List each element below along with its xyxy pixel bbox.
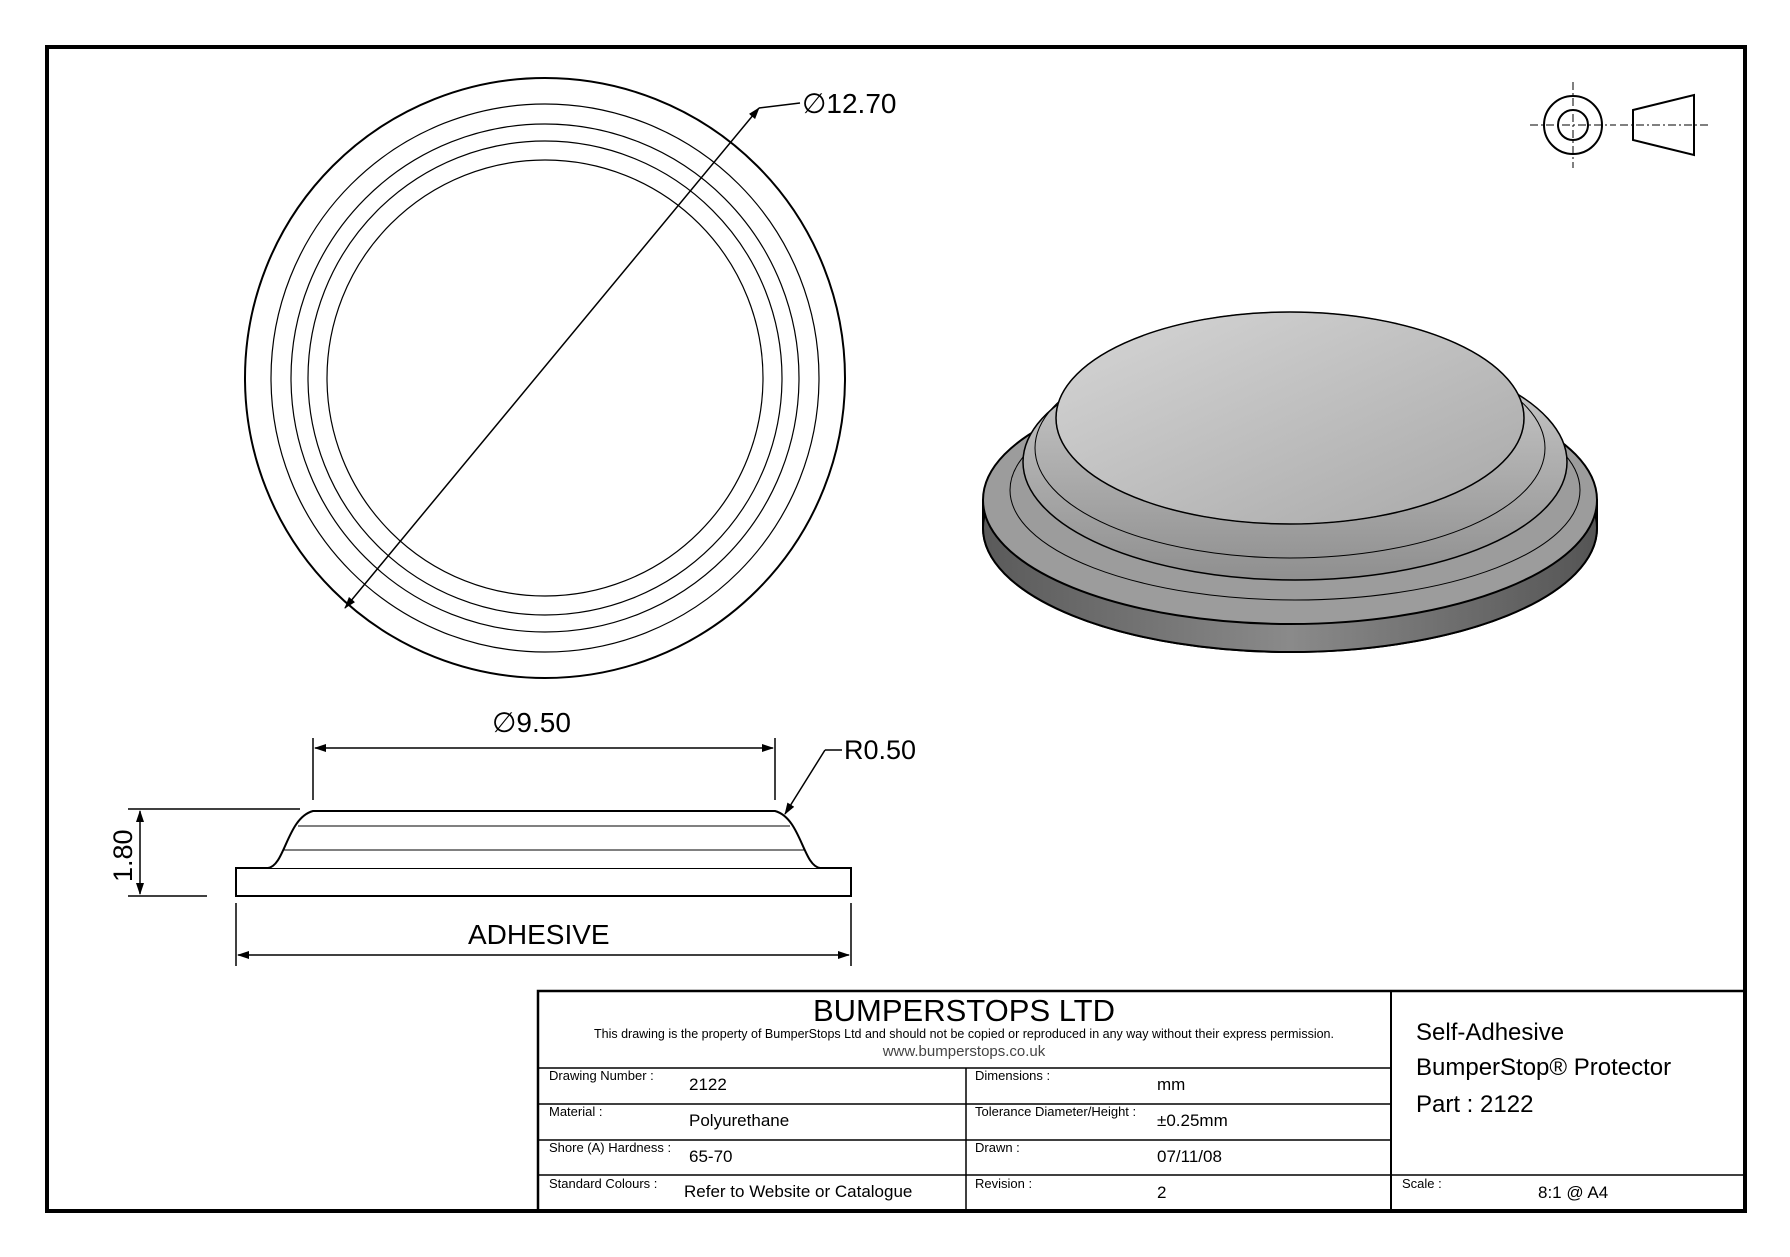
drawn-label: Drawn :: [975, 1140, 1020, 1155]
projection-symbol-icon: [1530, 82, 1710, 168]
drawn-value: 07/11/08: [1157, 1147, 1222, 1166]
scale-value: 8:1 @ A4: [1538, 1183, 1609, 1202]
top-diameter-leader: [345, 103, 800, 608]
description-line-3: Part : 2122: [1416, 1091, 1534, 1118]
tolerance-label: Tolerance Diameter/Height :: [975, 1104, 1137, 1119]
radius-label: R0.50: [844, 735, 917, 765]
side-view: [236, 811, 851, 896]
drawing-number-value: 2122: [689, 1075, 727, 1094]
material-label: Material :: [549, 1104, 603, 1119]
height-label: 1.80: [108, 829, 138, 882]
dimensions-value: mm: [1157, 1075, 1186, 1094]
scale-label: Scale :: [1402, 1176, 1442, 1191]
base-diameter-label: ∅9.50: [492, 707, 571, 738]
top-view: [245, 78, 845, 678]
shore-hardness-value: 65-70: [689, 1147, 733, 1166]
top-diameter-label: ∅12.70: [802, 88, 897, 119]
drawing-number-label: Drawing Number :: [549, 1068, 654, 1083]
tolerance-value: ±0.25mm: [1157, 1111, 1228, 1130]
standard-colours-label: Standard Colours :: [549, 1176, 658, 1191]
base-diameter-dimension: [313, 738, 775, 800]
material-value: Polyurethane: [689, 1111, 790, 1130]
dimensions-label: Dimensions :: [975, 1068, 1051, 1083]
website: www.bumperstops.co.uk: [882, 1043, 1046, 1060]
description-line-2: BumperStop® Protector: [1416, 1054, 1672, 1081]
revision-value: 2: [1157, 1183, 1167, 1202]
standard-colours-value: Refer to Website or Catalogue: [684, 1182, 913, 1201]
property-notice: This drawing is the property of BumperStops Ltd and should not be copied or reproduced in any way without their express permission.: [594, 1027, 1334, 1041]
isometric-view: [983, 312, 1597, 652]
shore-hardness-label: Shore (A) Hardness :: [549, 1140, 672, 1155]
revision-label: Revision :: [975, 1176, 1033, 1191]
radius-leader: [785, 750, 842, 814]
company-name: BUMPERSTOPS LTD: [812, 993, 1116, 1028]
description-line-1: Self-Adhesive: [1416, 1019, 1565, 1046]
adhesive-label: ADHESIVE: [468, 919, 610, 950]
